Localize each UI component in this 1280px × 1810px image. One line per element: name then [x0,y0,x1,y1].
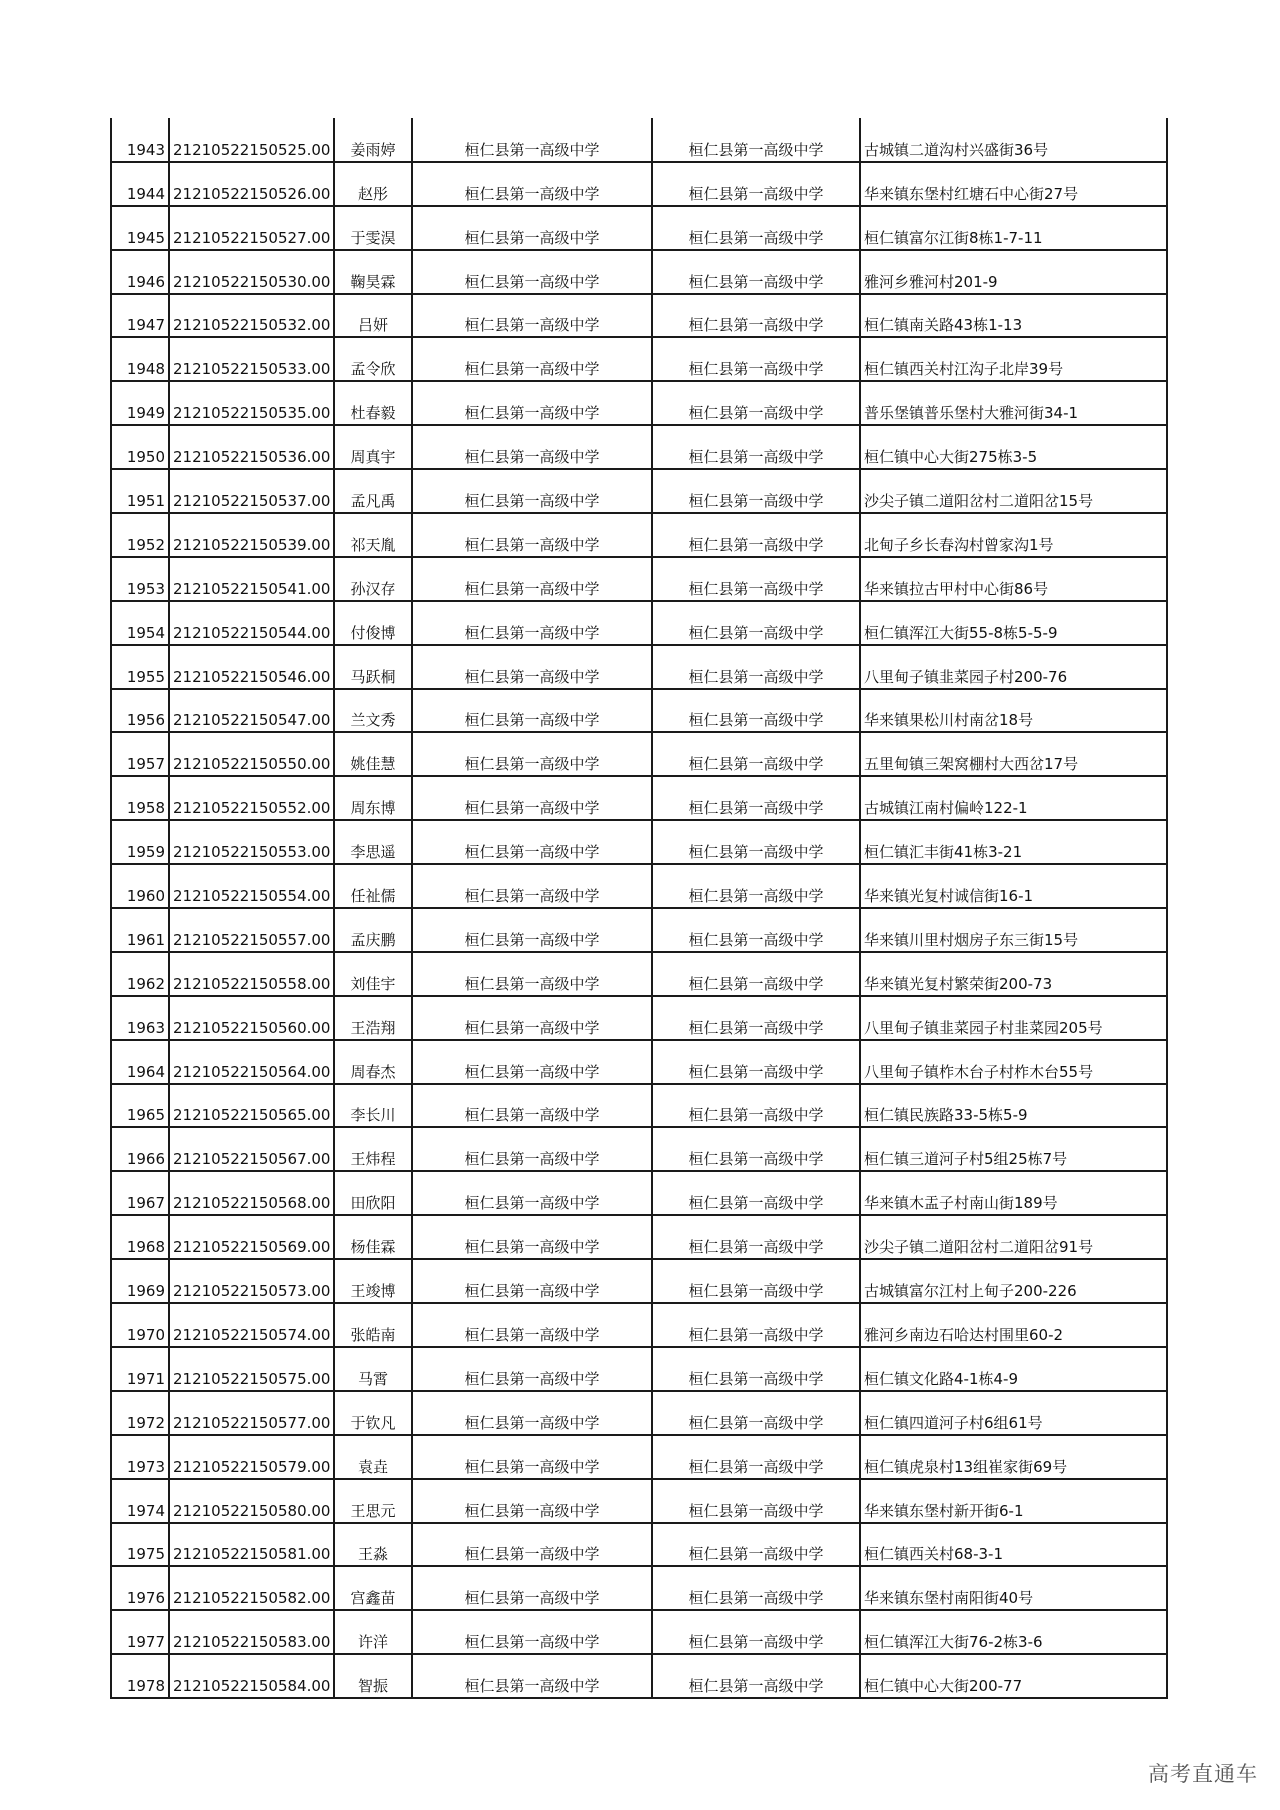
exam-id-cell: 21210522150552.00 [169,776,334,820]
graduated-school-cell: 桓仁县第一高级中学 [412,337,652,381]
row-number-cell: 1961 [111,908,169,952]
table-row [111,1259,1167,1303]
admit-school-cell: 桓仁县第一高级中学 [652,162,860,206]
admit-school-cell: 桓仁县第一高级中学 [652,294,860,338]
student-name-cell: 于钦凡 [334,1391,412,1435]
exam-id-cell: 21210522150541.00 [169,557,334,601]
row-number-cell: 1978 [111,1654,169,1698]
watermark: 高考直通车 [1148,1762,1258,1786]
admit-school-cell: 桓仁县第一高级中学 [652,118,860,162]
table-row [111,732,1167,776]
admit-school-cell: 桓仁县第一高级中学 [652,1435,860,1479]
graduated-school-cell: 桓仁县第一高级中学 [412,1479,652,1523]
student-name-cell: 周春杰 [334,1040,412,1084]
home-address-cell: 沙尖子镇二道阳岔村二道阳岔15号 [860,469,1167,513]
row-number-cell: 1956 [111,689,169,733]
home-address-cell: 桓仁镇四道河子村6组61号 [860,1391,1167,1435]
exam-id-cell: 21210522150546.00 [169,645,334,689]
table-row [111,1654,1167,1698]
admit-school-cell: 桓仁县第一高级中学 [652,1127,860,1171]
home-address-cell: 华来镇拉古甲村中心街86号 [860,557,1167,601]
admit-school-cell: 桓仁县第一高级中学 [652,1259,860,1303]
table-row [111,162,1167,206]
graduated-school-cell: 桓仁县第一高级中学 [412,645,652,689]
row-number-cell: 1945 [111,206,169,250]
home-address-cell: 桓仁镇富尔江街8栋1-7-11 [860,206,1167,250]
home-address-cell: 桓仁镇中心大街200-77 [860,1654,1167,1698]
exam-id-cell: 21210522150582.00 [169,1566,334,1610]
graduated-school-cell: 桓仁县第一高级中学 [412,1654,652,1698]
admit-school-cell: 桓仁县第一高级中学 [652,1391,860,1435]
row-number-cell: 1977 [111,1610,169,1654]
row-number-cell: 1957 [111,732,169,776]
home-address-cell: 桓仁镇虎泉村13组崔家街69号 [860,1435,1167,1479]
graduated-school-cell: 桓仁县第一高级中学 [412,1610,652,1654]
student-name-cell: 赵彤 [334,162,412,206]
admit-school-cell: 桓仁县第一高级中学 [652,952,860,996]
graduated-school-cell: 桓仁县第一高级中学 [412,250,652,294]
table-row [111,294,1167,338]
admit-school-cell: 桓仁县第一高级中学 [652,732,860,776]
home-address-cell: 雅河乡雅河村201-9 [860,250,1167,294]
student-name-cell: 杨佳霖 [334,1215,412,1259]
exam-id-cell: 21210522150537.00 [169,469,334,513]
graduated-school-cell: 桓仁县第一高级中学 [412,1259,652,1303]
student-name-cell: 杜春毅 [334,381,412,425]
graduated-school-cell: 桓仁县第一高级中学 [412,996,652,1040]
row-number-cell: 1974 [111,1479,169,1523]
exam-id-cell: 21210522150533.00 [169,337,334,381]
graduated-school-cell: 桓仁县第一高级中学 [412,952,652,996]
student-name-cell: 张皓南 [334,1303,412,1347]
table-row [111,1347,1167,1391]
home-address-cell: 桓仁镇文化路4-1栋4-9 [860,1347,1167,1391]
home-address-cell: 五里甸镇三架窝棚村大西岔17号 [860,732,1167,776]
admit-school-cell: 桓仁县第一高级中学 [652,1171,860,1215]
exam-id-cell: 21210522150579.00 [169,1435,334,1479]
student-name-cell: 周东博 [334,776,412,820]
graduated-school-cell: 桓仁县第一高级中学 [412,908,652,952]
exam-id-cell: 21210522150554.00 [169,864,334,908]
table-row [111,1523,1167,1567]
home-address-cell: 桓仁镇南关路43栋1-13 [860,294,1167,338]
home-address-cell: 华来镇光复村诚信街16-1 [860,864,1167,908]
exam-id-cell: 21210522150581.00 [169,1523,334,1567]
admit-school-cell: 桓仁县第一高级中学 [652,1084,860,1128]
graduated-school-cell: 桓仁县第一高级中学 [412,513,652,557]
exam-id-cell: 21210522150560.00 [169,996,334,1040]
graduated-school-cell: 桓仁县第一高级中学 [412,1040,652,1084]
row-number-cell: 1958 [111,776,169,820]
row-number-cell: 1947 [111,294,169,338]
graduated-school-cell: 桓仁县第一高级中学 [412,469,652,513]
student-name-cell: 姜雨婷 [334,118,412,162]
admit-school-cell: 桓仁县第一高级中学 [652,776,860,820]
home-address-cell: 古城镇二道沟村兴盛街36号 [860,118,1167,162]
student-name-cell: 吕妍 [334,294,412,338]
admit-school-cell: 桓仁县第一高级中学 [652,996,860,1040]
table-row [111,1171,1167,1215]
exam-id-cell: 21210522150525.00 [169,118,334,162]
student-name-cell: 马霄 [334,1347,412,1391]
row-number-cell: 1949 [111,381,169,425]
home-address-cell: 古城镇富尔江村上甸子200-226 [860,1259,1167,1303]
row-number-cell: 1944 [111,162,169,206]
table-row [111,952,1167,996]
row-number-cell: 1973 [111,1435,169,1479]
table-row [111,250,1167,294]
roster-sheet [110,118,1166,1699]
row-number-cell: 1952 [111,513,169,557]
admit-school-cell: 桓仁县第一高级中学 [652,1610,860,1654]
row-number-cell: 1954 [111,601,169,645]
graduated-school-cell: 桓仁县第一高级中学 [412,1523,652,1567]
home-address-cell: 桓仁镇西关村江沟子北岸39号 [860,337,1167,381]
row-number-cell: 1953 [111,557,169,601]
home-address-cell: 八里甸子镇韭菜园子村韭菜园205号 [860,996,1167,1040]
admit-school-cell: 桓仁县第一高级中学 [652,381,860,425]
admit-school-cell: 桓仁县第一高级中学 [652,469,860,513]
exam-id-cell: 21210522150553.00 [169,820,334,864]
admit-school-cell: 桓仁县第一高级中学 [652,513,860,557]
table-row [111,908,1167,952]
row-number-cell: 1965 [111,1084,169,1128]
table-row [111,337,1167,381]
graduated-school-cell: 桓仁县第一高级中学 [412,820,652,864]
admit-school-cell: 桓仁县第一高级中学 [652,1566,860,1610]
graduated-school-cell: 桓仁县第一高级中学 [412,1084,652,1128]
table-row [111,1040,1167,1084]
graduated-school-cell: 桓仁县第一高级中学 [412,689,652,733]
exam-id-cell: 21210522150557.00 [169,908,334,952]
row-number-cell: 1955 [111,645,169,689]
graduated-school-cell: 桓仁县第一高级中学 [412,206,652,250]
home-address-cell: 华来镇东堡村南阳街40号 [860,1566,1167,1610]
student-name-cell: 孟庆鹏 [334,908,412,952]
home-address-cell: 雅河乡南边石哈达村围里60-2 [860,1303,1167,1347]
exam-id-cell: 21210522150569.00 [169,1215,334,1259]
admit-school-cell: 桓仁县第一高级中学 [652,206,860,250]
student-name-cell: 李思遥 [334,820,412,864]
admit-school-cell: 桓仁县第一高级中学 [652,820,860,864]
exam-id-cell: 21210522150547.00 [169,689,334,733]
graduated-school-cell: 桓仁县第一高级中学 [412,864,652,908]
table-row [111,1479,1167,1523]
admit-school-cell: 桓仁县第一高级中学 [652,557,860,601]
student-name-cell: 兰文秀 [334,689,412,733]
graduated-school-cell: 桓仁县第一高级中学 [412,1347,652,1391]
home-address-cell: 古城镇江南村偏岭122-1 [860,776,1167,820]
row-number-cell: 1975 [111,1523,169,1567]
table-row [111,864,1167,908]
exam-id-cell: 21210522150532.00 [169,294,334,338]
table-row [111,118,1167,162]
admit-school-cell: 桓仁县第一高级中学 [652,1654,860,1698]
admit-school-cell: 桓仁县第一高级中学 [652,645,860,689]
exam-id-cell: 21210522150565.00 [169,1084,334,1128]
row-number-cell: 1968 [111,1215,169,1259]
exam-id-cell: 21210522150564.00 [169,1040,334,1084]
row-number-cell: 1950 [111,425,169,469]
student-name-cell: 孟令欣 [334,337,412,381]
graduated-school-cell: 桓仁县第一高级中学 [412,118,652,162]
graduated-school-cell: 桓仁县第一高级中学 [412,381,652,425]
admit-school-cell: 桓仁县第一高级中学 [652,908,860,952]
student-roster-table [110,118,1168,1699]
table-row [111,557,1167,601]
admit-school-cell: 桓仁县第一高级中学 [652,1479,860,1523]
table-row [111,601,1167,645]
table-row [111,776,1167,820]
admit-school-cell: 桓仁县第一高级中学 [652,1303,860,1347]
student-name-cell: 王淼 [334,1523,412,1567]
admit-school-cell: 桓仁县第一高级中学 [652,1523,860,1567]
home-address-cell: 华来镇果松川村南岔18号 [860,689,1167,733]
row-number-cell: 1943 [111,118,169,162]
graduated-school-cell: 桓仁县第一高级中学 [412,601,652,645]
graduated-school-cell: 桓仁县第一高级中学 [412,1391,652,1435]
home-address-cell: 桓仁镇中心大街275栋3-5 [860,425,1167,469]
row-number-cell: 1948 [111,337,169,381]
graduated-school-cell: 桓仁县第一高级中学 [412,1303,652,1347]
home-address-cell: 北甸子乡长春沟村曾家沟1号 [860,513,1167,557]
row-number-cell: 1963 [111,996,169,1040]
row-number-cell: 1966 [111,1127,169,1171]
exam-id-cell: 21210522150584.00 [169,1654,334,1698]
student-name-cell: 刘佳宇 [334,952,412,996]
student-name-cell: 祁天胤 [334,513,412,557]
student-name-cell: 王炜程 [334,1127,412,1171]
admit-school-cell: 桓仁县第一高级中学 [652,601,860,645]
home-address-cell: 桓仁镇浑江大街55-8栋5-5-9 [860,601,1167,645]
graduated-school-cell: 桓仁县第一高级中学 [412,294,652,338]
exam-id-cell: 21210522150575.00 [169,1347,334,1391]
admit-school-cell: 桓仁县第一高级中学 [652,425,860,469]
graduated-school-cell: 桓仁县第一高级中学 [412,1127,652,1171]
student-name-cell: 王思元 [334,1479,412,1523]
student-name-cell: 智振 [334,1654,412,1698]
admit-school-cell: 桓仁县第一高级中学 [652,250,860,294]
graduated-school-cell: 桓仁县第一高级中学 [412,1215,652,1259]
row-number-cell: 1972 [111,1391,169,1435]
row-number-cell: 1962 [111,952,169,996]
home-address-cell: 沙尖子镇二道阳岔村二道阳岔91号 [860,1215,1167,1259]
student-name-cell: 马跃桐 [334,645,412,689]
roster-body [111,118,1167,1698]
table-row [111,1391,1167,1435]
graduated-school-cell: 桓仁县第一高级中学 [412,557,652,601]
exam-id-cell: 21210522150580.00 [169,1479,334,1523]
exam-id-cell: 21210522150535.00 [169,381,334,425]
graduated-school-cell: 桓仁县第一高级中学 [412,732,652,776]
student-name-cell: 孟凡禹 [334,469,412,513]
home-address-cell: 八里甸子镇柞木台子村柞木台55号 [860,1040,1167,1084]
exam-id-cell: 21210522150574.00 [169,1303,334,1347]
student-name-cell: 付俊博 [334,601,412,645]
student-name-cell: 任祉儒 [334,864,412,908]
graduated-school-cell: 桓仁县第一高级中学 [412,1171,652,1215]
home-address-cell: 华来镇木盂子村南山街189号 [860,1171,1167,1215]
student-name-cell: 王浩翔 [334,996,412,1040]
table-row [111,206,1167,250]
table-row [111,996,1167,1040]
student-name-cell: 袁垚 [334,1435,412,1479]
table-row [111,1215,1167,1259]
exam-id-cell: 21210522150583.00 [169,1610,334,1654]
admit-school-cell: 桓仁县第一高级中学 [652,864,860,908]
student-name-cell: 许洋 [334,1610,412,1654]
student-name-cell: 李长川 [334,1084,412,1128]
exam-id-cell: 21210522150527.00 [169,206,334,250]
student-name-cell: 宫鑫苗 [334,1566,412,1610]
home-address-cell: 桓仁镇民族路33-5栋5-9 [860,1084,1167,1128]
table-row [111,1303,1167,1347]
home-address-cell: 华来镇川里村烟房子东三街15号 [860,908,1167,952]
row-number-cell: 1946 [111,250,169,294]
table-row [111,645,1167,689]
exam-id-cell: 21210522150550.00 [169,732,334,776]
table-row [111,1084,1167,1128]
table-row [111,1566,1167,1610]
exam-id-cell: 21210522150536.00 [169,425,334,469]
table-row [111,689,1167,733]
table-row [111,1127,1167,1171]
student-name-cell: 于雯淏 [334,206,412,250]
table-row [111,425,1167,469]
row-number-cell: 1970 [111,1303,169,1347]
admit-school-cell: 桓仁县第一高级中学 [652,337,860,381]
exam-id-cell: 21210522150544.00 [169,601,334,645]
row-number-cell: 1964 [111,1040,169,1084]
exam-id-cell: 21210522150573.00 [169,1259,334,1303]
row-number-cell: 1951 [111,469,169,513]
table-row [111,820,1167,864]
graduated-school-cell: 桓仁县第一高级中学 [412,162,652,206]
home-address-cell: 桓仁镇汇丰街41栋3-21 [860,820,1167,864]
row-number-cell: 1960 [111,864,169,908]
row-number-cell: 1969 [111,1259,169,1303]
home-address-cell: 桓仁镇西关村68-3-1 [860,1523,1167,1567]
admit-school-cell: 桓仁县第一高级中学 [652,689,860,733]
student-name-cell: 孙汉存 [334,557,412,601]
exam-id-cell: 21210522150568.00 [169,1171,334,1215]
student-name-cell: 王竣博 [334,1259,412,1303]
student-name-cell: 周真宇 [334,425,412,469]
admit-school-cell: 桓仁县第一高级中学 [652,1215,860,1259]
graduated-school-cell: 桓仁县第一高级中学 [412,1435,652,1479]
table-row [111,469,1167,513]
admit-school-cell: 桓仁县第一高级中学 [652,1347,860,1391]
exam-id-cell: 21210522150567.00 [169,1127,334,1171]
student-name-cell: 鞠昊霖 [334,250,412,294]
graduated-school-cell: 桓仁县第一高级中学 [412,776,652,820]
home-address-cell: 普乐堡镇普乐堡村大雅河街34-1 [860,381,1167,425]
admit-school-cell: 桓仁县第一高级中学 [652,1040,860,1084]
table-row [111,1435,1167,1479]
home-address-cell: 华来镇东堡村新开街6-1 [860,1479,1167,1523]
student-name-cell: 田欣阳 [334,1171,412,1215]
home-address-cell: 桓仁镇三道河子村5组25栋7号 [860,1127,1167,1171]
row-number-cell: 1971 [111,1347,169,1391]
home-address-cell: 八里甸子镇韭菜园子村200-76 [860,645,1167,689]
table-row [111,513,1167,557]
row-number-cell: 1976 [111,1566,169,1610]
table-row [111,1610,1167,1654]
graduated-school-cell: 桓仁县第一高级中学 [412,425,652,469]
graduated-school-cell: 桓仁县第一高级中学 [412,1566,652,1610]
home-address-cell: 华来镇光复村繁荣街200-73 [860,952,1167,996]
exam-id-cell: 21210522150558.00 [169,952,334,996]
exam-id-cell: 21210522150526.00 [169,162,334,206]
exam-id-cell: 21210522150577.00 [169,1391,334,1435]
table-row [111,381,1167,425]
home-address-cell: 桓仁镇浑江大街76-2栋3-6 [860,1610,1167,1654]
row-number-cell: 1967 [111,1171,169,1215]
exam-id-cell: 21210522150530.00 [169,250,334,294]
row-number-cell: 1959 [111,820,169,864]
student-name-cell: 姚佳慧 [334,732,412,776]
exam-id-cell: 21210522150539.00 [169,513,334,557]
home-address-cell: 华来镇东堡村红塘石中心街27号 [860,162,1167,206]
